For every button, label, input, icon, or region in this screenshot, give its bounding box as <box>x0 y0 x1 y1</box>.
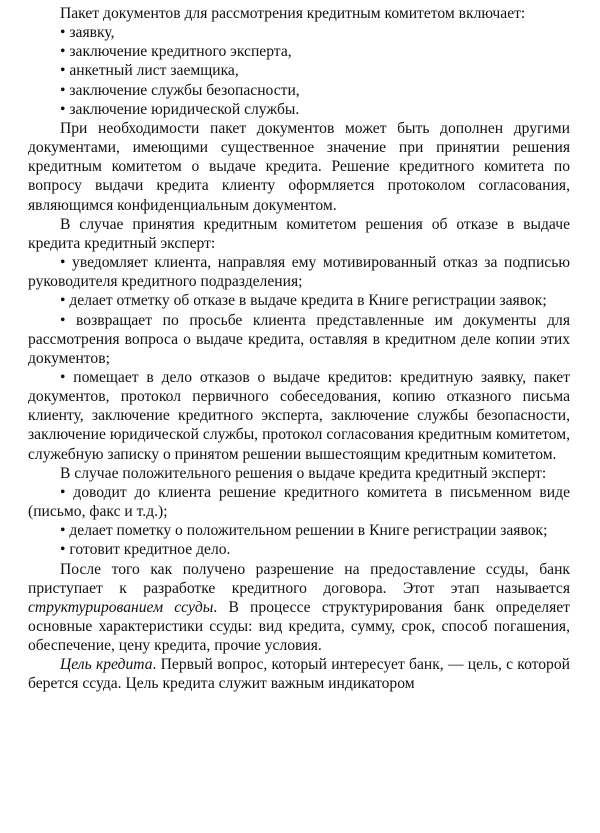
positive-item: • доводит до клиента решение кредитного комитета в письменном виде (письмо, факс и т.д.); <box>28 483 570 521</box>
structuring-text-start: После того как получено разрешение на предоставление ссуды, банк приступает к разработке кредитного договора. Этот этап называется <box>28 560 570 597</box>
intro-list <box>28 23 570 119</box>
structuring-text-end: . В процессе структурирования банк определяет основные характеристики ссуды: вид кредита, сумму, срок, способ погашения, обеспечение, цену кредита, прочие условия. <box>28 598 570 655</box>
structuring-paragraph <box>28 560 570 656</box>
list-item: • заключение службы безопасности, <box>60 81 300 99</box>
positive-item: • готовит кредитное дело. <box>60 541 231 559</box>
purpose-term: Цель кредита <box>60 656 153 674</box>
refusal-item: • делает отметку об отказе в выдаче кредита в Книге регистрации заявок; <box>60 292 547 310</box>
structuring-term: структурированием ссуды <box>28 598 214 616</box>
list-item: • заключение юридической службы. <box>60 100 300 118</box>
list-item: • анкетный лист заемщика, <box>60 62 239 80</box>
positive-paragraph: В случае положительного решения о выдаче кредита кредитный эксперт: <box>60 464 547 482</box>
purpose-paragraph <box>28 655 570 693</box>
refusal-item: • возвращает по просьбе клиента представленные им документы для рассмотрения вопроса о выдаче кредита, оставляя в кредитном деле копии этих документов; <box>28 311 570 367</box>
list-item: • заявку, <box>60 24 115 42</box>
positive-item: • делает пометку о положительном решении в Книге регистрации заявок; <box>60 522 548 540</box>
refusal-item: • помещает в дело отказов о выдаче кредитов: кредитную заявку, пакет документов, протокол первичного собеседования, копию отказного письма клиенту, заключение кредитного эксперта, заключение службы безопасности, заключение юридической службы, протокол согласования кредитным комитетом, служебную записку о принятом решении вышестоящим кредитным комитетом. <box>28 368 570 463</box>
purpose-text: . Первый вопрос, который интересует банк, — цель, с которой берется ссуда. Цель кредита служит важным индикатором <box>28 656 570 693</box>
refusal-item: • уведомляет клиента, направляя ему мотивированный отказ за подписью руководителя кредитного подразделения; <box>28 254 570 291</box>
intro-paragraph: Пакет документов для рассмотрения кредитным комитетом включает: <box>60 5 526 22</box>
supplement-paragraph: При необходимости пакет документов может быть дополнен другими документами, имеющими существенное значение при принятии решения кредитным комитетом о выдаче кредита. Решение кредитного комитета по вопросу выдачи кредита клиенту оформляется протоколом согласования, являющимся конфиденциальным документом. <box>28 119 570 214</box>
list-item: • заключение кредитного эксперта, <box>60 43 292 61</box>
refusal-paragraph: В случае принятия кредитным комитетом решения об отказе в выдаче кредита кредитный эксперт: <box>28 215 570 252</box>
